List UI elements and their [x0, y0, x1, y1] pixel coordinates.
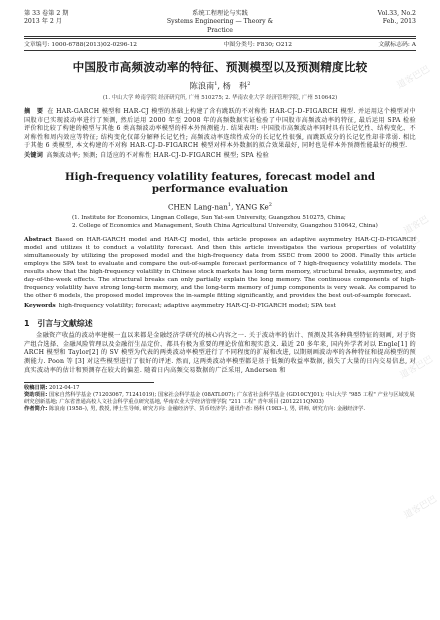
- author-name: 陈浪南: [189, 80, 215, 91]
- author-sup: 2: [268, 201, 272, 208]
- meta-rule: [24, 50, 416, 51]
- volume-issue-en: Vol.33, No.2: [377, 10, 416, 17]
- doc-code: 文献标志码: A: [378, 41, 416, 48]
- watermark-stamp: 道客巴巴: [402, 214, 431, 249]
- footnote-author: [24, 406, 416, 413]
- title-zh: 中国股市高频波动率的特征、预测模型以及预测精度比较: [72, 59, 368, 74]
- watermark-stamp: 道客巴巴: [402, 494, 439, 522]
- received-label: 收稿日期:: [24, 384, 48, 391]
- watermark-stamp: 道客巴巴: [395, 64, 432, 92]
- keywords-zh: [24, 152, 416, 161]
- journal-name-zh: 系统工程理论与实践: [192, 10, 248, 17]
- author-bio-text: 陈浪南 (1958–), 男, 教授, 博士生导师, 研究方向: 金融经济学、货币经济学; 通讯作者: 杨科 (1983–), 男, 讲师, 研究方向: 金融经济学.: [49, 406, 366, 413]
- footnote-received: [24, 385, 416, 392]
- footnote-fund: [24, 392, 416, 407]
- abstract-text-en: Based on HAR-GARCH model and HAR-CJ model, this article proposes an adaptive asymmetry HAR-CJ-D-FIGARCH model and utilizes it to conduct a volatility forecast. And then this article investigates the various properties of volatility simultaneously by utilizing the proposed model and the high-frequency data from SSEC from 2000 to 2008. Finally this article employs the SPA test to evaluate and compare the out-of-sample forecast performance of 7 high-frequency volatility models. The results show that the high-frequency volatility in Chinese stock markets has long term memory, structural breaks, asymmetry, and day-of-the-week effects. The structural breaks can only partially explain the long memory. The continuous components of high-frequency volatility have strong long-term memory, and the long-term memory of jump components is very weak. As compared to the other 6 models, the proposed model improves the in-sample fitting significantly, and provides the best out-of-sample forecast.: [24, 237, 416, 299]
- author-sup: 1: [214, 80, 218, 87]
- affiliation-en: [24, 215, 416, 230]
- abstract-zh: [24, 108, 416, 151]
- doc-id: 文章编号: 1000-6788(2013)02-0296-12: [24, 41, 137, 48]
- affiliation-en-2: 2. College of Economics and Management, South China Agricultural University, Guangzhou 510642, China): [72, 222, 378, 229]
- issue-date: 2013 年 2 月: [24, 18, 62, 26]
- title-en-line1: High-frequency volatility features, forecast model and: [64, 170, 376, 183]
- journal-name-en: Systems Engineering — Theory & Practice: [166, 18, 274, 34]
- keywords-text-en: high-frequency volatility; forecast; adaptive asymmetry HAR-CJ-D-FIGARCH model; SPA test: [58, 303, 336, 309]
- section-heading: 1 引言与文献综述: [24, 319, 93, 328]
- author-bio-label: 作者简介:: [24, 406, 48, 413]
- abstract-label-zh: 摘 要: [24, 108, 44, 116]
- received-date: 2012-04-17: [49, 384, 80, 391]
- keywords-text-zh: 高频波动率; 预测; 自适应的不对称性 HAR-CJ-D-FIGARCH 模型; SPA 检验: [46, 152, 270, 160]
- title-en: [24, 171, 416, 196]
- watermark-stamp: 道客巴巴: [398, 354, 435, 382]
- fund-label: 资助项目:: [24, 391, 48, 398]
- footnotes: [24, 385, 416, 414]
- authors-zh: 陈浪南$^1$, 杨 科$^2$: [189, 80, 251, 91]
- clc-number: 中图分类号: F830; O212: [223, 41, 292, 48]
- section-body: 金融资产收益的波动率建模一直以来都是金融经济学研究的核心内容之一. 关于波动率的估计、预测及其各种典型特征的刻画, 对于资产组合选择、金融风险管理以及金融衍生品定价、都具有极为重要的理论价值和现实意义. 最近 20 多年来, 国内外学者对以 Engle[1] 的 ARCH 模型和 Taylor[2] 的 SV 模型为代表的两类波动率模型进行了不同程度的扩展和改进, 以期刻画波动率的各种特征和提高模型的预测能力. Poon 等 [3] 对这些模型进行了很好的评述. 然而, 这两类波动率模型都是基于低频的收益率数据, 损失了大量的日内交易信息, 对真实波动率的估计和预测存在较大的偏差. 随着日内高频交易数据的广泛采用, Andersen 和: [24, 332, 416, 374]
- keywords-label-en: Keywords: [24, 302, 56, 309]
- abstract-label-en: Abstract: [24, 236, 52, 243]
- running-head: [24, 10, 416, 35]
- author-sup: 1: [227, 201, 232, 208]
- volume-issue: 第 33 卷第 2 期: [24, 10, 69, 17]
- keywords-label-zh: 关键词: [24, 152, 44, 160]
- author-name: CHEN Lang-nan: [168, 202, 228, 212]
- article-meta: [24, 41, 416, 49]
- abstract-text-zh: 在 HAR-GARCH 模型和 HAR-CJ 模型的基础上构建了含有跳跃的不对称性 HAR-CJ-D-FIGARCH 模型. 并运用这个模型对中国股市已实现波动率进行了预测, 然后运用 2000 年至 2008 年的高频数据实证检验了中国股市高频波动率的特征, 最后运用 SPA 检验评价和比较了构建的模型与其他 6 类高频波动率模型的样本外预测能力. 结果表明: 中国股市高频波动率同时具有长记忆性、结构变化、不对称性和周内效应等特征; 结构变化仅部分解释长记忆性; 高频波动率连续性成分的长记忆性很强, 而跳跃成分的长记忆性却非常弱. 相比于其他 6 类模型, 本文构建的不对称 HAR-CJ-D-FIGARCH 模型对样本外数据的拟合效果最好, 同时也是样本外预测性能最好的模型.: [24, 108, 416, 150]
- keywords-en: [24, 302, 416, 310]
- footnote-rule: [24, 382, 154, 383]
- header-rule: [24, 36, 416, 39]
- abstract-en: [24, 236, 416, 300]
- authors-en: CHEN Lang-nan$^1$, YANG Ke$^2$: [168, 201, 272, 212]
- title-en-line2: performance evaluation: [151, 183, 289, 196]
- affiliation-en-1: (1. Institute for Economics, Lingnan College, Sun Yat-sen University, Guangzhou 510275, China;: [72, 215, 346, 222]
- author-sup: 2: [247, 80, 251, 87]
- issue-date-en: Feb., 2013: [382, 18, 416, 26]
- author-name: YANG Ke: [235, 202, 269, 212]
- affiliation-zh: (1. 中山大学 岭南学院 经济研究所, 广州 510275; 2. 华南农业大学 经济管理学院, 广州 510642): [102, 94, 338, 101]
- author-name: 杨 科: [222, 80, 248, 91]
- fund-text: 国家自然科学基金 (71203067, 71241019); 国家社会科学基金 (08ATL007); 广东省社会科学基金 (GD10CYJ01); 中山大学 "985 工程" 产业与区域发展研究创新基地; 广东省普通高校人文社会科学重点研究基地, 华南农业大学经济管理学院 "211 工程" 青年项目 (2012211QN03): [24, 391, 415, 406]
